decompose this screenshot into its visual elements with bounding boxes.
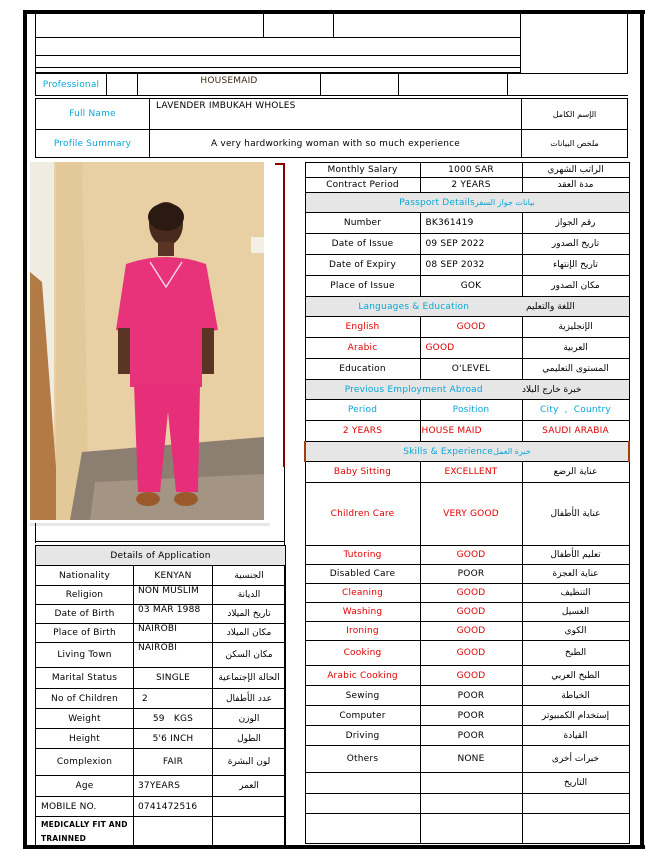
table-row <box>305 666 629 686</box>
table-row <box>36 689 286 709</box>
table-row <box>36 797 286 817</box>
table-row <box>305 584 629 603</box>
language-value: GOOD <box>420 338 522 359</box>
skills-title-en: Skills & Experience <box>403 446 494 457</box>
employment-section-title-ar: خبرة خارج البلاد <box>522 380 629 400</box>
skill-ar: خبرات أخرى <box>522 746 629 773</box>
skill-ar: تعليم الأطفال <box>522 546 629 565</box>
table-row <box>305 400 629 421</box>
application-label: Religion <box>36 586 134 605</box>
application-value: FAIR <box>134 749 213 776</box>
skill-ar: الخياطة <box>522 686 629 706</box>
skill-ar: الطبخ العربي <box>522 666 629 686</box>
table-row <box>36 749 286 776</box>
summary-value: A very hardworking woman with so much experience <box>211 138 460 149</box>
skill-label: Baby Sitting <box>305 462 420 483</box>
passport-ar: تاريخ الإنتهاء <box>522 255 629 276</box>
skill-value: POOR <box>420 726 522 746</box>
full-name-label: Full Name <box>69 109 116 119</box>
accent-line-vertical <box>283 163 285 467</box>
skill-label: Computer <box>305 706 420 726</box>
skill-value: POOR <box>420 686 522 706</box>
mobile-value: 0741472516 <box>134 797 213 817</box>
employment-header-period: Period <box>305 400 420 421</box>
contract-ar: مدة العقد <box>522 178 629 193</box>
skill-ar: الكوي <box>522 622 629 641</box>
section-header <box>305 193 629 213</box>
application-value: NAIROBI <box>134 624 213 643</box>
section-header <box>305 380 629 400</box>
table-row <box>305 178 629 193</box>
application-ar: الوزن <box>213 709 286 729</box>
empty-cell <box>305 773 420 794</box>
application-table <box>35 545 286 847</box>
table-row <box>305 603 629 622</box>
table-row <box>36 817 286 847</box>
right-info-table <box>304 162 630 844</box>
medical-status-label <box>36 817 134 847</box>
table-row <box>305 234 629 255</box>
table-row <box>305 483 629 546</box>
application-label: Weight <box>36 709 134 729</box>
table-row <box>305 773 629 794</box>
skill-label: Tutoring <box>305 546 420 565</box>
table-row <box>305 359 629 380</box>
skill-value: EXCELLENT <box>420 462 522 483</box>
application-ar: مكان السكن <box>213 643 286 668</box>
application-ar: عدد الأطفال <box>213 689 286 709</box>
frame-border-top <box>23 10 645 14</box>
skill-label: Washing <box>305 603 420 622</box>
candidate-photo-image <box>30 162 264 520</box>
passport-label: Number <box>305 213 420 234</box>
passport-value: 08 SEP 2032 <box>420 255 522 276</box>
contract-label: Monthly Salary <box>305 163 420 178</box>
photo-caption-bar <box>30 523 270 526</box>
skill-value: GOOD <box>420 584 522 603</box>
application-ar: الديانة <box>213 586 286 605</box>
application-value: NAIROBI <box>134 643 213 668</box>
application-ar: الجنسية <box>213 566 286 586</box>
skill-label: Others <box>305 746 420 773</box>
skill-value: GOOD <box>420 603 522 622</box>
skill-ar: عناية الرضع <box>522 462 629 483</box>
skill-ar: التنظيف <box>522 584 629 603</box>
application-value: 2 <box>134 689 213 709</box>
left-border-stub <box>35 523 36 543</box>
table-row <box>36 668 286 689</box>
skill-label: Cleaning <box>305 584 420 603</box>
table-row <box>305 163 629 178</box>
skill-value: GOOD <box>420 622 522 641</box>
application-value: 37YEARS <box>134 776 213 797</box>
skill-ar: الطبخ <box>522 641 629 666</box>
summary-ar: ملخص البيانات <box>550 139 599 148</box>
contract-ar: الراتب الشهري <box>522 163 629 178</box>
language-label: Arabic <box>305 338 420 359</box>
education-label: Education <box>305 359 420 380</box>
table-row <box>36 776 286 797</box>
passport-value: BK361419 <box>420 213 522 234</box>
table-row <box>305 255 629 276</box>
passport-ar: تاريخ الصدور <box>522 234 629 255</box>
application-ar: لون البشرة <box>213 749 286 776</box>
table-row <box>305 622 629 641</box>
frame-border-right <box>640 10 644 848</box>
skill-label: Disabled Care <box>305 565 420 584</box>
application-value: 5'6 INCH <box>134 729 213 749</box>
passport-label: Date of Expiry <box>305 255 420 276</box>
empty-cell <box>420 814 522 844</box>
employment-location: SAUDI ARABIA <box>522 421 629 442</box>
table-row <box>305 746 629 773</box>
table-row <box>36 643 286 668</box>
table-row <box>305 686 629 706</box>
application-label: Height <box>36 729 134 749</box>
table-row <box>305 276 629 297</box>
application-label: Marital Status <box>36 668 134 689</box>
empty-cell <box>305 794 420 814</box>
passport-value: 09 SEP 2022 <box>420 234 522 255</box>
table-row <box>305 706 629 726</box>
candidate-photo <box>30 162 264 520</box>
skill-ar: عناية العجزة <box>522 565 629 584</box>
professional-value: HOUSEMAID <box>200 76 258 86</box>
table-row <box>305 641 629 666</box>
skill-label: Cooking <box>305 641 420 666</box>
application-label: Age <box>36 776 134 797</box>
empty-cell <box>420 773 522 794</box>
skill-label: Sewing <box>305 686 420 706</box>
table-row <box>305 565 629 584</box>
application-label: Living Town <box>36 643 134 668</box>
passport-label: Place of Issue <box>305 276 420 297</box>
table-row <box>305 421 629 442</box>
skill-value: POOR <box>420 565 522 584</box>
passport-section-title <box>305 193 629 213</box>
professional-label: Professional <box>42 79 100 90</box>
empty-cell <box>213 797 286 817</box>
empty-cell <box>134 817 213 847</box>
summary-label: Profile Summary <box>53 138 132 149</box>
application-ar: مكان الميلاد <box>213 624 286 643</box>
table-row <box>36 566 286 586</box>
passport-value: GOK <box>420 276 522 297</box>
languages-section-title: Languages & Education <box>305 297 522 317</box>
skill-value: GOOD <box>420 546 522 565</box>
education-value: O'LEVEL <box>420 359 522 380</box>
passport-title-en: Passport Details <box>399 197 475 208</box>
employment-section-title: Previous Employment Abroad <box>305 380 522 400</box>
skill-label: Arabic Cooking <box>305 666 420 686</box>
table-row <box>36 624 286 643</box>
language-ar: الإنجليزية <box>522 317 629 338</box>
date-ar: التاريخ <box>522 773 629 794</box>
table-row <box>305 794 629 814</box>
employment-header-location: City , Country <box>522 400 629 421</box>
language-label: English <box>305 317 420 338</box>
skill-ar: الغسيل <box>522 603 629 622</box>
skill-ar: إستخدام الكمبيوتر <box>522 706 629 726</box>
application-ar: العمر <box>213 776 286 797</box>
contract-value: 2 YEARS <box>420 178 522 193</box>
skill-label: Driving <box>305 726 420 746</box>
application-label: No of Children <box>36 689 134 709</box>
passport-ar: مكان الصدور <box>522 276 629 297</box>
passport-ar: رقم الجواز <box>522 213 629 234</box>
skill-value: NONE <box>420 746 522 773</box>
languages-section-title-ar: اللغة والتعليم <box>522 297 629 317</box>
skill-ar: القيادة <box>522 726 629 746</box>
employment-period: 2 YEARS <box>305 421 420 442</box>
application-label: Complexion <box>36 749 134 776</box>
application-value: KENYAN <box>134 566 213 586</box>
application-value: NON MUSLIM <box>134 586 213 605</box>
skill-label: Ironing <box>305 622 420 641</box>
skills-title-ar: خبرة العمل <box>493 446 531 456</box>
application-label: Nationality <box>36 566 134 586</box>
skill-label: Children Care <box>305 483 420 546</box>
table-row <box>305 338 629 359</box>
application-ar: تاريخ الميلاد <box>213 605 286 624</box>
medical-line-2: TRAINNED <box>41 833 86 843</box>
section-header <box>305 297 629 317</box>
language-ar: العربية <box>522 338 629 359</box>
employment-header-position: Position <box>420 400 522 421</box>
contract-label: Contract Period <box>305 178 420 193</box>
frame-border-left <box>23 10 27 848</box>
application-label: Date of Birth <box>36 605 134 624</box>
skill-value: GOOD <box>420 666 522 686</box>
skills-section-title <box>305 442 629 462</box>
skill-ar: عناية الأطفال <box>522 483 629 546</box>
application-ar: الحالة الإجتماعية <box>213 668 286 689</box>
application-top-rule <box>35 541 285 542</box>
section-header <box>305 442 629 462</box>
full-name-value: LAVENDER IMBUKAH WHOLES <box>156 101 296 111</box>
passport-title-ar: بيانات جواز السفر <box>474 197 535 207</box>
language-value: GOOD <box>420 317 522 338</box>
full-name-ar: الإسم الكامل <box>552 109 597 119</box>
application-section-title: Details of Application <box>36 546 286 566</box>
passport-label: Date of Issue <box>305 234 420 255</box>
empty-cell <box>305 814 420 844</box>
table-row <box>36 729 286 749</box>
contract-value: 1000 SAR <box>420 163 522 178</box>
table-row <box>36 605 286 624</box>
education-ar: المستوى التعليمي <box>522 359 629 380</box>
table-row <box>36 709 286 729</box>
section-header <box>36 546 286 566</box>
application-value: SINGLE <box>134 668 213 689</box>
table-row <box>305 726 629 746</box>
skill-value: GOOD <box>420 641 522 666</box>
mobile-label: MOBILE NO. <box>36 797 134 817</box>
employment-position: HOUSE MAID <box>420 421 522 442</box>
application-label: Place of Birth <box>36 624 134 643</box>
application-value: 59 KGS <box>134 709 213 729</box>
application-value: 03 MAR 1988 <box>134 605 213 624</box>
table-row <box>305 462 629 483</box>
skill-value: VERY GOOD <box>420 483 522 546</box>
table-row <box>305 317 629 338</box>
empty-cell <box>213 817 286 847</box>
medical-line-1: MEDICALLY FIT AND <box>41 819 128 829</box>
table-row <box>305 213 629 234</box>
table-row <box>305 814 629 844</box>
skill-value: POOR <box>420 706 522 726</box>
table-row <box>36 586 286 605</box>
empty-cell <box>522 814 629 844</box>
table-row <box>305 546 629 565</box>
empty-cell <box>522 794 629 814</box>
application-ar: الطول <box>213 729 286 749</box>
empty-cell <box>420 794 522 814</box>
